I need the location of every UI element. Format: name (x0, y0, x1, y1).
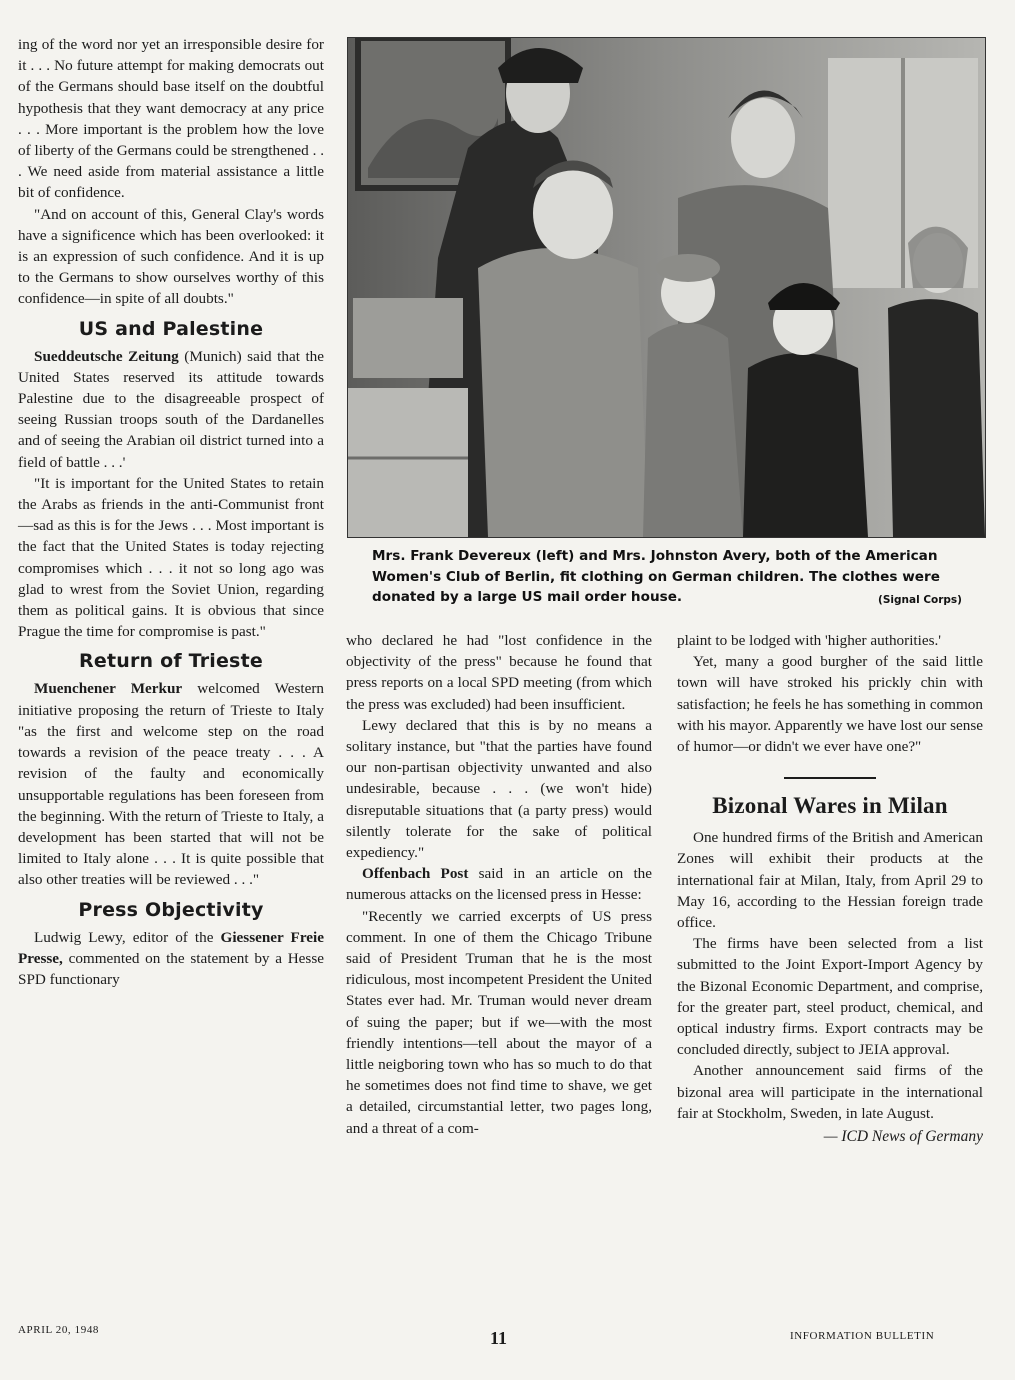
article-paragraph: "Recently we carried excerpts of US press comment. In one of them the Chicago Tribune said of President Truman that he is the most ridiculous, most incompetent President the United States ever had. Mr. Truman would never dream of suing the paper; but if we—with the most friendly intentions—tell about the mayor of a little neigboring town who has so much to do that he sometimes does not find time to shave, we get a detailed, circumstantial letter, two pages long, and a threat of a com- (346, 907, 652, 1137)
article-paragraph: The firms have been selected from a list submitted to the Joint Export-Import Agency by the Bizonal Economic Department, and comprise, for the greater part, steel product, chemical, and optical industry firms. Export contracts may be concluded directly, subject to JEIA approval. (677, 935, 983, 1059)
news-photo (347, 37, 986, 538)
article-paragraph: Another announcement said firms of the bizonal area will participate in the international fair at Stockholm, Sweden, in late August. (677, 1062, 983, 1122)
article-paragraph: ing of the word nor yet an irresponsible desire for it . . . No future attempt for making democrats out of the Germans should base itself on the doubtful hypothesis that they want democracy at any price . . . More important is the problem how the love of liberty of the Germans could be strengthened . . . We need aside from material assistance a little bit of confidence. (18, 36, 324, 202)
article-paragraph: Yet, many a good burgher of the said little town will have stroked his prickly chin with satisfaction; he feels he has something in common with his mayor. Apparently we have lost our sense of humor—or didn't we ever have one?" (677, 653, 983, 756)
caption-text: Mrs. Frank Devereux (left) and Mrs. Johnston Avery, both of the American Women's Club of Berlin, fit clothing on German children. The clothes were donated by a large US mail order house. (372, 548, 940, 605)
section-heading-trieste: Return of Trieste (79, 650, 263, 673)
paragraph-text: (Munich) said that the United States reserved its attitude towards Palestine due to the disagreeable prospect of seeing Russian troops south of the Dardanelles and of seeing the Arabian oil district turned into a field of battle . . .' (18, 347, 324, 471)
article-paragraph (18, 927, 324, 991)
photo-illustration (348, 38, 985, 537)
article-paragraph: plaint to be lodged with 'higher authorities.' (677, 632, 942, 649)
article-paragraph (18, 678, 324, 890)
article-paragraph: "And on account of this, General Clay's words have a significence which has been overlooked: it is an expression of such confidence. And it is up to the Germans to show ourselves worthy of this confidence—in spite of all doubts." (18, 205, 324, 308)
paragraph-text: Ludwig Lewy, editor of the (34, 928, 221, 946)
publication-name: Muenchener Merkur (34, 680, 183, 698)
article-paragraph (18, 346, 324, 473)
photo-credit: (Signal Corps) (878, 594, 962, 606)
footer-date: APRIL 20, 1948 (18, 1324, 100, 1336)
section-heading-milan: Bizonal Wares in Milan (712, 793, 948, 819)
article-paragraph: "It is important for the United States to retain the Arabs as friends in the anti-Communist front—sad as this is for the Jews . . . Most important is the fact that the United States is today rejecting compromises which . . . it not so long ago was glad to wrest from the Soviet Union, regarding them as political gains. It is obvious that since Prague the time for compromise is past." (18, 474, 324, 641)
right-column (677, 630, 983, 1147)
section-heading-press: Press Objectivity (78, 898, 264, 921)
article-paragraph: One hundred firms of the British and American Zones will exhibit their products at the international fair at Milan, Italy, from April 29 to May 16, according to the Hessian foreign trade office. (677, 829, 983, 932)
page-number: 11 (490, 1328, 508, 1348)
publication-name: Sueddeutsche Zeitung (34, 347, 179, 365)
article-paragraph (346, 863, 652, 905)
photo-caption (372, 546, 962, 611)
section-heading-palestine: US and Palestine (78, 317, 264, 340)
article-paragraph: who declared he had "lost confidence in the objectivity of the press" because he found that press reports on a local SPD meeting (from which the press was excluded) had been insufficient. (346, 632, 652, 713)
article-signature: — ICD News of Germany (823, 1128, 983, 1146)
section-divider (784, 777, 876, 779)
paragraph-text: welcomed Western initiative proposing the return of Trieste to Italy "as the first and welcome step on the road towards a revision of the peace treaty . . . A revision of the faulty and economically unsupportable regulations has been foreseen from the beginning. With the return of Trieste to Italy, a development has been started that will not be limited to Italy alone . . . It is quite possible that also other treaties will be reviewed . . ." (18, 680, 324, 889)
left-column (18, 34, 324, 990)
publication-name: Giessener Freie Presse, (18, 928, 324, 967)
middle-column (346, 630, 652, 1139)
publication-title: INFORMATION BULLETIN (790, 1330, 935, 1342)
paragraph-text: said in an article on the numerous attacks on the licensed press in Hesse: (346, 865, 652, 904)
publication-name: Offenbach Post (362, 865, 469, 883)
article-paragraph: Lewy declared that this is by no means a solitary instance, but "that the parties have found our non-partisan objectivity unwanted and also undesirable, because . . . (we won't hide) disreputable situations that (a party press) would silently tolerate for the sake of political expediency." (346, 716, 652, 862)
paragraph-text: commented on the statement by a Hesse SPD functionary (18, 949, 324, 988)
